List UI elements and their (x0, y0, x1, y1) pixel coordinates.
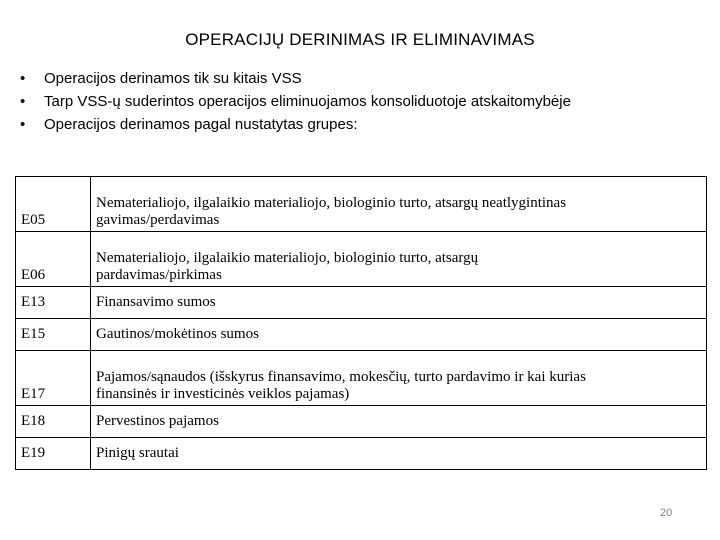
table-row (16, 232, 707, 287)
description-line: Nematerialiojo, ilgalaikio materialiojo, biologinio turto, atsargų neatlygintinas (96, 195, 567, 211)
group-code-cell: E13 (16, 287, 91, 319)
bullet-icon: • (20, 70, 26, 87)
table-row (16, 351, 707, 406)
bullet-text: Tarp VSS-ų suderintos operacijos eliminuojamos konsoliduotoje atskaitomybėje (44, 93, 571, 110)
group-code-cell: E15 (16, 319, 91, 351)
operation-groups-table (15, 176, 707, 470)
group-description-cell (91, 319, 707, 351)
group-code-cell: E18 (16, 406, 91, 438)
group-code-cell: E06 (16, 232, 91, 287)
bullet-list (20, 67, 571, 136)
slide-title: OPERACIJŲ DERINIMAS IR ELIMINAVIMAS (185, 30, 535, 49)
description-line: pardavimas/pirkimas (96, 267, 222, 283)
table-row (16, 438, 707, 470)
bullet-item (20, 113, 571, 136)
table-row (16, 177, 707, 232)
description-line: Nematerialiojo, ilgalaikio materialiojo, biologinio turto, atsargų (96, 250, 479, 266)
group-description-cell (91, 438, 707, 470)
table-row (16, 287, 707, 319)
group-description-cell (91, 177, 707, 232)
bullet-item (20, 90, 571, 113)
description-line: finansinės ir investicinės veiklos pajamas) (96, 386, 350, 402)
bullet-item (20, 67, 571, 90)
table-row (16, 406, 707, 438)
group-description-cell (91, 232, 707, 287)
group-description-cell (91, 351, 707, 406)
bullet-text: Operacijos derinamos tik su kitais VSS (44, 70, 302, 87)
group-description-cell (91, 287, 707, 319)
description-line: Finansavimo sumos (96, 294, 216, 310)
bullet-icon: • (20, 116, 26, 133)
bullet-text: Operacijos derinamos pagal nustatytas grupes: (44, 116, 358, 133)
description-line: Pinigų srautai (96, 445, 179, 461)
group-code-cell: E17 (16, 351, 91, 406)
table-row (16, 319, 707, 351)
description-line: Pajamos/sąnaudos (išskyrus finansavimo, mokesčių, turto pardavimo ir kai kurias (96, 369, 586, 385)
description-line: Pervestinos pajamos (96, 413, 219, 429)
group-description-cell (91, 406, 707, 438)
page-number: 20 (660, 507, 673, 519)
bullet-icon: • (20, 93, 26, 110)
description-line: Gautinos/mokėtinos sumos (96, 326, 259, 342)
group-code-cell: E05 (16, 177, 91, 232)
group-code-cell: E19 (16, 438, 91, 470)
description-line: gavimas/perdavimas (96, 212, 220, 228)
